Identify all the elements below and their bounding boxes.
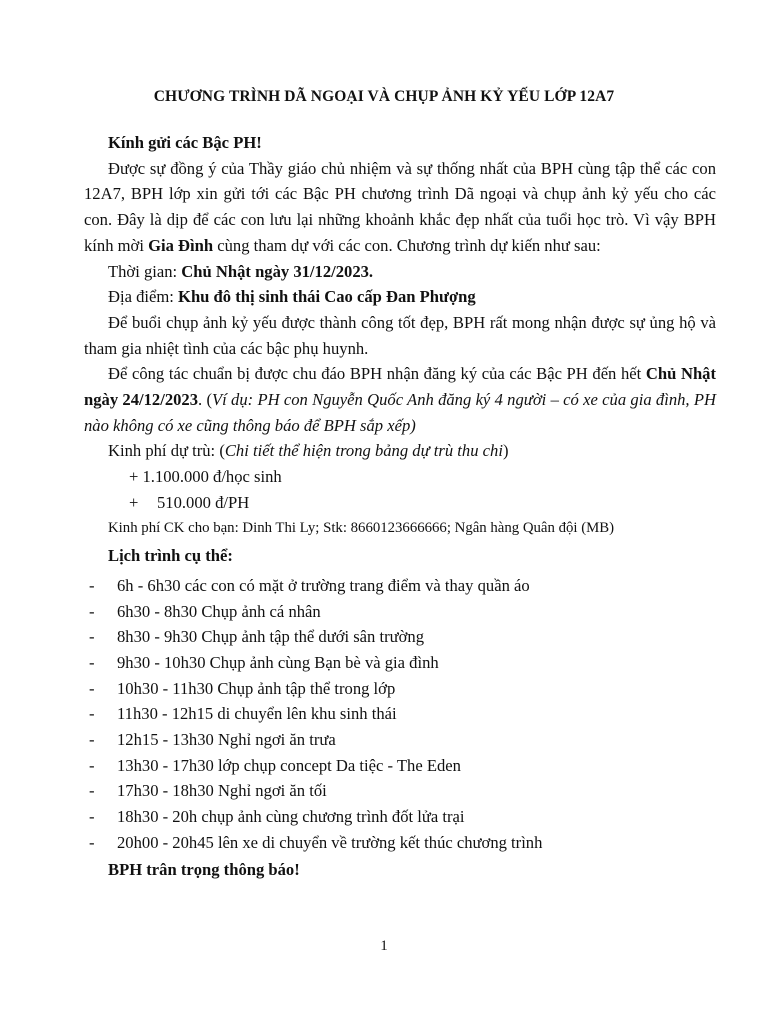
intro-text-1: Được sự đồng ý của Thầy giáo chủ nhiệm và sự thống nhất của BPH cùng tập thể các con 12A7, BPH lớp xin gửi tới các Bậc PH chương trình Dã ngoại và chụp ảnh kỷ yếu cho các con. Đây là dịp để các con lưu lại những khoảnh khắc đẹp nhất của tuổi học trò. Vì vậy BPH kính mời: [84, 158, 716, 255]
time-line: [84, 259, 716, 285]
schedule-item: [83, 573, 716, 599]
schedule-item: [83, 676, 716, 702]
transfer-info: Kinh phí CK cho bạn: Dinh Thi Ly; Stk: 8660123666666; Ngân hàng Quân đội (MB): [108, 519, 615, 536]
bullet-dash: -: [89, 627, 95, 647]
schedule-item: [83, 701, 716, 727]
register-deadline: Chủ Nhật ngày 24/12/2023: [84, 364, 716, 410]
place-value: Khu đô thị sinh thái Cao cấp Đan Phượng: [178, 287, 476, 307]
schedule-item-text: 6h30 - 8h30 Chụp ảnh cá nhân: [117, 601, 321, 621]
bullet-dash: -: [89, 704, 95, 724]
schedule-item-text: 9h30 - 10h30 Chụp ảnh cùng Bạn bè và gia đình: [117, 653, 439, 673]
budget-line: [84, 438, 716, 464]
document-title: CHƯƠNG TRÌNH DÃ NGOẠI VÀ CHỤP ẢNH KỶ YẾU LỚP 12A7: [153, 88, 615, 105]
schedule-item: [83, 778, 716, 804]
intro-paragraph: [84, 156, 716, 259]
intro-bold-text: Gia Đình: [148, 235, 214, 255]
schedule-title: Lịch trình cụ thể:: [108, 546, 233, 566]
budget-label: Kinh phí dự trù: (: [108, 441, 225, 461]
bullet-dash: -: [89, 755, 95, 775]
bullet-dash: -: [89, 575, 95, 595]
bullet-dash: -: [89, 730, 95, 750]
schedule-list: [84, 573, 716, 856]
closing-line: BPH trân trọng thông báo!: [108, 859, 300, 879]
schedule-item-text: 18h30 - 20h chụp ảnh cùng chương trình đốt lửa trại: [117, 807, 465, 827]
intro-text-2: cùng tham dự với các con. Chương trình dự kiến như sau:: [213, 235, 601, 255]
place-line: [84, 284, 716, 310]
bullet-dash: -: [89, 807, 95, 827]
register-example: Ví dụ: PH con Nguyễn Quốc Anh đăng ký 4 người – có xe của gia đình, PH nào không có xe cũng thông báo để BPH sắp xếp): [84, 390, 716, 435]
schedule-item-text: 12h15 - 13h30 Nghỉ ngơi ăn trưa: [117, 730, 336, 750]
bullet-dash: -: [89, 653, 95, 673]
cost-student: + 1.100.000 đ/học sinh: [129, 467, 282, 487]
budget-close: ): [502, 441, 509, 461]
time-label: Thời gian:: [108, 261, 182, 281]
place-label: Địa điểm:: [108, 287, 179, 307]
schedule-item-text: 10h30 - 11h30 Chụp ảnh tập thể trong lớp: [117, 678, 396, 698]
schedule-item-text: 11h30 - 12h15 di chuyển lên khu sinh thái: [117, 704, 397, 724]
schedule-item: [83, 727, 716, 753]
cost-parent-value: 510.000 đ/PH: [157, 492, 250, 512]
schedule-item-text: 17h30 - 18h30 Nghỉ ngơi ăn tối: [117, 781, 327, 801]
bullet-dash: -: [89, 832, 95, 852]
register-paragraph: [84, 361, 716, 438]
bullet-dash: -: [89, 678, 95, 698]
schedule-item: [83, 830, 716, 856]
schedule-item-text: 6h - 6h30 các con có mặt ở trường trang điểm và thay quần áo: [117, 575, 530, 595]
cost-parent-plus: +: [129, 492, 139, 512]
cost-parent: [84, 490, 716, 516]
bullet-dash: -: [89, 601, 95, 621]
schedule-item-text: 8h30 - 9h30 Chụp ảnh tập thể dưới sân trường: [117, 627, 424, 647]
schedule-item-text: 20h00 - 20h45 lên xe di chuyển về trường kết thúc chương trình: [117, 832, 543, 852]
schedule-item: [83, 599, 716, 625]
schedule-item: [83, 624, 716, 650]
register-text-2: . (: [198, 390, 212, 410]
bullet-dash: -: [89, 781, 95, 801]
schedule-item-text: 13h30 - 17h30 lớp chụp concept Da tiệc - The Eden: [117, 755, 461, 775]
schedule-item: [83, 753, 716, 779]
document-body: [84, 130, 716, 882]
schedule-item: [83, 650, 716, 676]
time-value: Chủ Nhật ngày 31/12/2023.: [181, 261, 374, 281]
salutation: Kính gửi các Bậc PH!: [108, 133, 262, 152]
support-paragraph: Để buổi chụp ảnh kỷ yếu được thành công tốt đẹp, BPH rất mong nhận được sự ủng hộ và tham gia nhiệt tình của các bậc phụ huynh.: [84, 312, 716, 358]
schedule-item: [83, 804, 716, 830]
register-text-1: Để công tác chuẩn bị được chu đáo BPH nhận đăng ký của các Bậc PH đến hết: [108, 364, 646, 384]
page-number: 1: [380, 938, 388, 954]
budget-note: Chi tiết thể hiện trong bảng dự trù thu chi: [224, 441, 503, 461]
